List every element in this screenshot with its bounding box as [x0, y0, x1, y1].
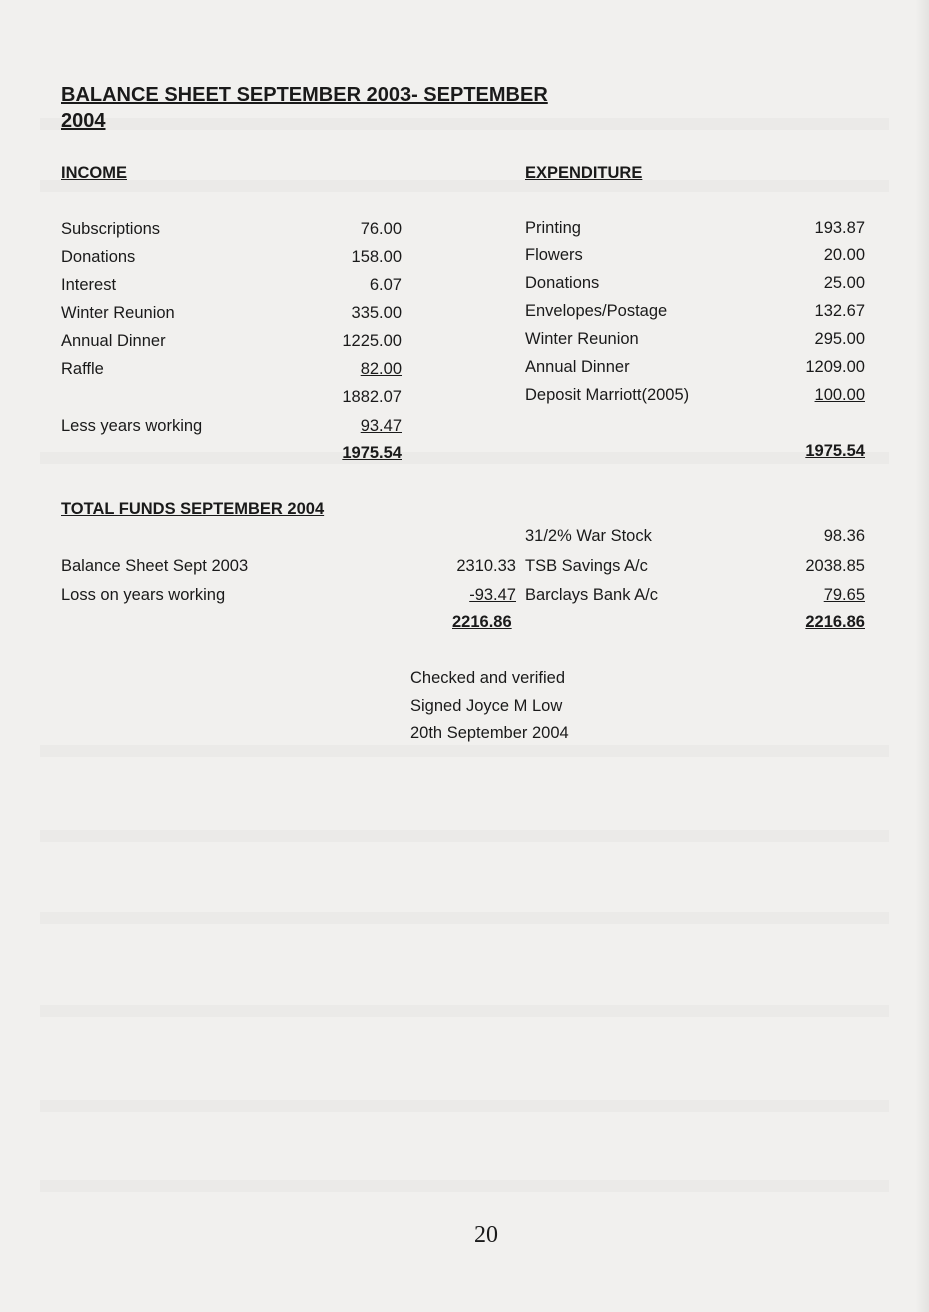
expenditure-label: Donations: [525, 274, 600, 292]
expenditure-value: 132.67: [814, 302, 865, 320]
expenditure-label: Annual Dinner: [525, 358, 630, 376]
funds-left-value: 2310.33: [456, 557, 516, 575]
income-value: 6.07: [369, 276, 402, 294]
verification-line: Checked and verified: [410, 669, 566, 687]
funds-left-value: -93.47: [469, 586, 516, 604]
income-subtotal: 1882.07: [342, 388, 402, 406]
show-through-line: [40, 1100, 889, 1112]
expenditure-value: 1209.00: [805, 358, 865, 376]
income-label: Annual Dinner: [61, 332, 166, 350]
less-years-working-value: 93.47: [360, 417, 402, 435]
expenditure-value: 25.00: [823, 274, 865, 292]
income-total: 1975.54: [342, 444, 402, 462]
income-value: 158.00: [351, 248, 402, 266]
expenditure-value: 295.00: [814, 330, 865, 348]
page-title-line-1: BALANCE SHEET SEPTEMBER 2003- SEPTEMBER: [61, 84, 548, 106]
funds-right-label: 31/2% War Stock: [525, 527, 652, 545]
expenditure-value: 20.00: [823, 246, 865, 264]
income-heading: INCOME: [61, 164, 127, 182]
expenditure-heading: EXPENDITURE: [525, 164, 643, 182]
income-label: Donations: [61, 248, 136, 266]
expenditure-label: Deposit Marriott(2005): [525, 386, 690, 404]
funds-right-label: Barclays Bank A/c: [525, 586, 658, 604]
funds-right-total: 2216.86: [805, 613, 865, 631]
page-edge-shadow: [915, 0, 929, 1312]
page-title-line-2: 2004: [61, 110, 106, 132]
income-label: Subscriptions: [61, 220, 161, 238]
funds-right-value: 98.36: [823, 527, 865, 545]
show-through-line: [40, 180, 889, 192]
income-label: Winter Reunion: [61, 304, 175, 322]
funds-left-label: Balance Sheet Sept 2003: [61, 557, 249, 575]
funds-right-value: 2038.85: [805, 557, 865, 575]
total-funds-heading: TOTAL FUNDS SEPTEMBER 2004: [61, 500, 325, 518]
funds-left-total: 2216.86: [452, 613, 512, 631]
show-through-line: [40, 912, 889, 924]
show-through-line: [40, 830, 889, 842]
expenditure-label: Envelopes/Postage: [525, 302, 668, 320]
expenditure-total: 1975.54: [805, 442, 865, 460]
expenditure-label: Printing: [525, 219, 581, 237]
show-through-line: [40, 745, 889, 757]
funds-right-label: TSB Savings A/c: [525, 557, 648, 575]
funds-right-value: 79.65: [823, 586, 865, 604]
income-value: 76.00: [360, 220, 402, 238]
expenditure-value: 100.00: [814, 386, 865, 404]
income-label: Raffle: [61, 360, 104, 378]
income-label: Interest: [61, 276, 117, 294]
show-through-line: [40, 1005, 889, 1017]
verification-date: 20th September 2004: [410, 724, 569, 742]
page-number: 20: [474, 1222, 498, 1248]
show-through-line: [40, 118, 889, 130]
verification-signature: Signed Joyce M Low: [410, 697, 563, 715]
income-value: 335.00: [351, 304, 402, 322]
income-value: 82.00: [360, 360, 402, 378]
show-through-line: [40, 1180, 889, 1192]
expenditure-value: 193.87: [814, 219, 865, 237]
expenditure-label: Winter Reunion: [525, 330, 639, 348]
less-years-working-label: Less years working: [61, 417, 203, 435]
funds-left-label: Loss on years working: [61, 586, 226, 604]
expenditure-label: Flowers: [525, 246, 583, 264]
income-value: 1225.00: [342, 332, 402, 350]
